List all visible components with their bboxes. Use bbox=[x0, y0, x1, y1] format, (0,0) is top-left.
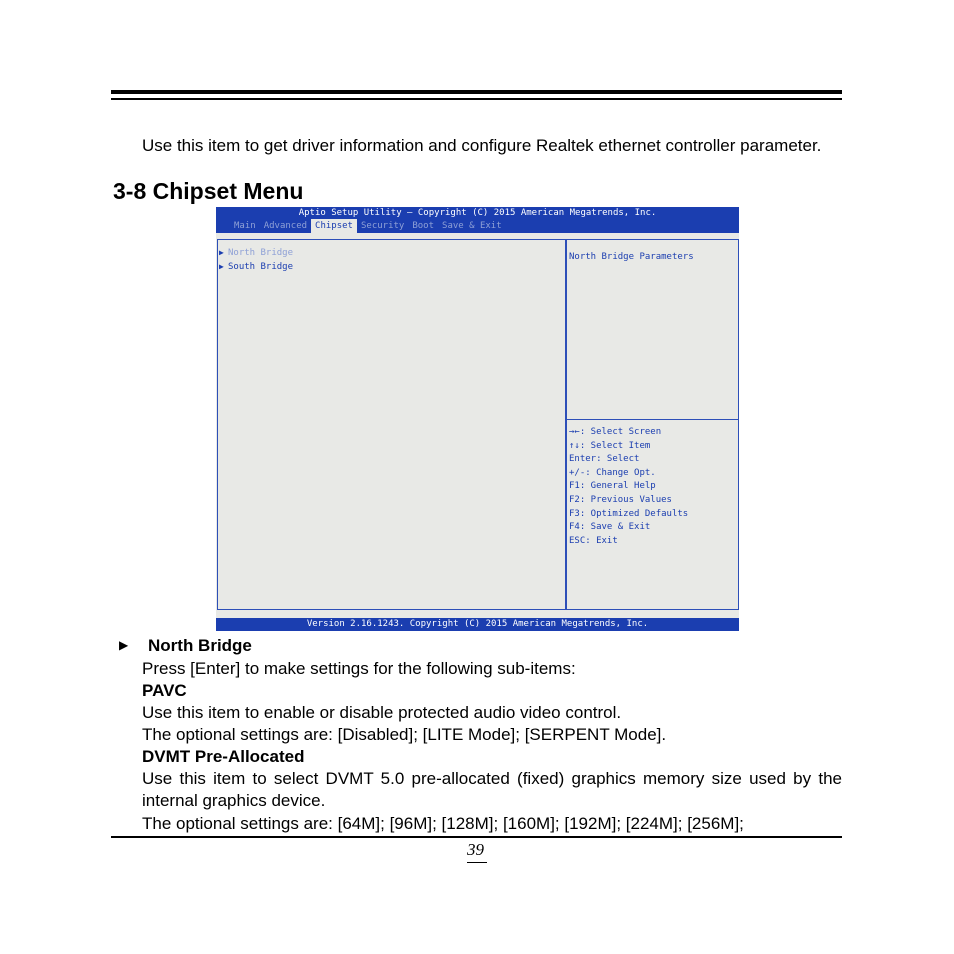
north-bridge-intro: Press [Enter] to make settings for the following sub-items: bbox=[142, 659, 576, 678]
north-bridge-title: North Bridge bbox=[148, 636, 252, 655]
key-hint: +/-: Change Opt. bbox=[569, 467, 656, 478]
bios-tab-bar bbox=[216, 219, 739, 233]
pavc-description: Use this item to enable or disable protected audio video control. bbox=[142, 703, 622, 722]
menu-item-label: North Bridge bbox=[228, 248, 294, 258]
menu-item-south-bridge[interactable] bbox=[219, 262, 293, 272]
pavc-title: PAVC bbox=[142, 681, 187, 700]
key-hint: F1: General Help bbox=[569, 481, 656, 492]
key-hint: ↑↓: Select Item bbox=[569, 440, 651, 451]
dvmt-options: The optional settings are: [64M]; [96M]; [128M]; [160M]; [192M]; [224M]; [256M]; bbox=[142, 814, 744, 833]
key-hint: F4: Save & Exit bbox=[569, 522, 651, 533]
footer-rule bbox=[111, 836, 842, 838]
pavc-options: The optional settings are: [Disabled]; [LITE Mode]; [SERPENT Mode]. bbox=[142, 725, 667, 744]
header-rule-thin bbox=[111, 98, 842, 100]
bios-help-panel bbox=[566, 239, 739, 610]
tab-chipset[interactable]: Chipset bbox=[311, 219, 357, 233]
intro-paragraph: Use this item to get driver information and configure Realtek ethernet controller parameter. bbox=[142, 136, 822, 155]
key-hint: F3: Optimized Defaults bbox=[569, 508, 689, 519]
menu-item-north-bridge[interactable] bbox=[219, 248, 293, 258]
dvmt-title: DVMT Pre-Allocated bbox=[142, 747, 305, 766]
bios-screenshot bbox=[216, 207, 739, 631]
tab-boot[interactable]: Boot bbox=[412, 221, 435, 231]
submenu-arrow-icon: ▶ bbox=[219, 248, 224, 257]
menu-item-label: South Bridge bbox=[228, 262, 294, 272]
section-heading: 3-8 Chipset Menu bbox=[113, 178, 304, 204]
bullet-arrow-icon: ▶ bbox=[119, 638, 129, 652]
dvmt-description: Use this item to select DVMT 5.0 pre-allocated (fixed) graphics memory size used by the internal graphics device. bbox=[142, 769, 842, 810]
tab-advanced[interactable]: Advanced bbox=[263, 221, 308, 231]
page-number: 39 bbox=[467, 840, 484, 859]
key-hint: Enter: Select bbox=[569, 454, 640, 465]
tab-security[interactable]: Security bbox=[360, 221, 405, 231]
bios-footer-bar: Version 2.16.1243. Copyright (C) 2015 American Megatrends, Inc. bbox=[216, 618, 739, 631]
key-legend bbox=[569, 426, 688, 548]
tab-main[interactable]: Main bbox=[234, 221, 256, 231]
page-number-underline bbox=[467, 862, 487, 863]
header-rule-thick bbox=[111, 90, 842, 94]
submenu-arrow-icon: ▶ bbox=[219, 262, 224, 271]
bios-title-bar: Aptio Setup Utility – Copyright (C) 2015 American Megatrends, Inc. bbox=[216, 207, 739, 219]
bios-menu-panel bbox=[217, 239, 566, 610]
tab-save-exit[interactable]: Save & Exit bbox=[442, 221, 502, 231]
key-hint: →←: Select Screen bbox=[569, 427, 662, 437]
help-text: North Bridge Parameters bbox=[569, 252, 694, 262]
help-divider bbox=[567, 419, 738, 420]
key-hint: ESC: Exit bbox=[569, 535, 618, 546]
key-hint: F2: Previous Values bbox=[569, 494, 672, 505]
